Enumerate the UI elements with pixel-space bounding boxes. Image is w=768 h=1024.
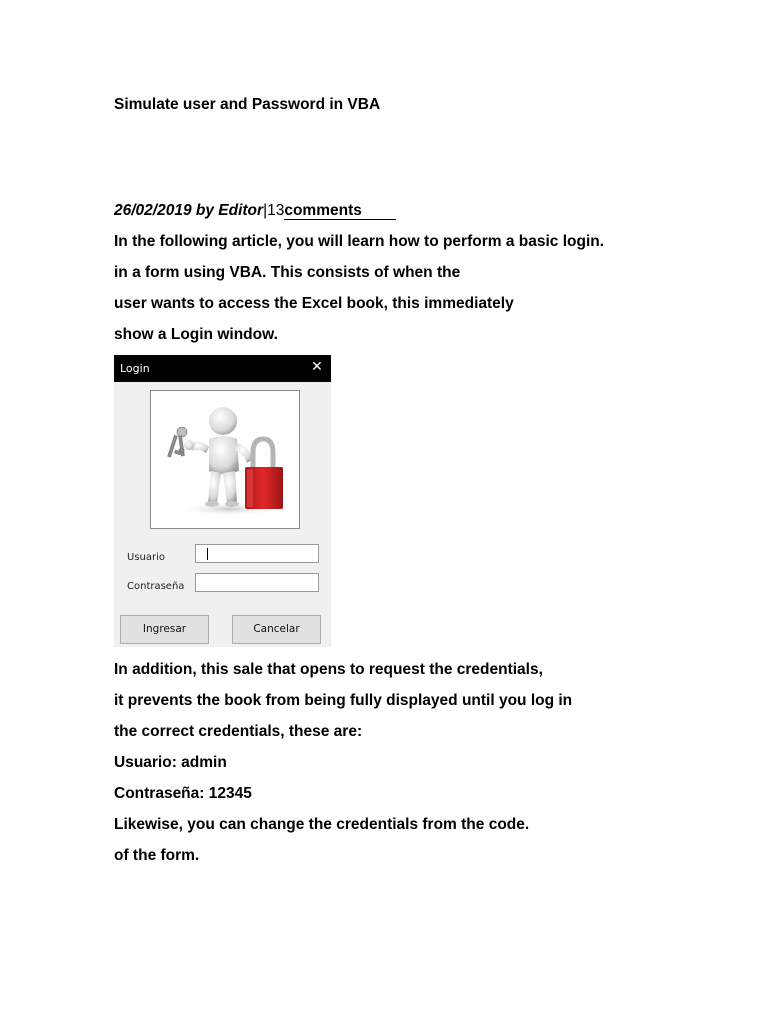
- text-caret: [207, 548, 208, 560]
- login-submit-button[interactable]: Ingresar: [120, 615, 209, 644]
- username-field[interactable]: [195, 544, 319, 563]
- byline: [114, 203, 396, 220]
- credential-username: Usuario: admin: [114, 754, 227, 771]
- login-titlebar: [114, 355, 331, 382]
- close-icon[interactable]: ✕: [311, 359, 323, 375]
- user-with-keys-and-padlock-icon: [150, 390, 300, 529]
- password-label: Contraseña: [127, 581, 185, 592]
- intro-line: user wants to access the Excel book, this immediately: [114, 295, 514, 312]
- intro-line: show a Login window.: [114, 326, 278, 343]
- login-cancel-button[interactable]: Cancelar: [232, 615, 321, 644]
- login-dialog-screenshot: [114, 355, 331, 647]
- login-title: Login: [120, 362, 150, 375]
- page-title: Simulate user and Password in VBA: [114, 96, 381, 113]
- comment-count: 13: [267, 202, 285, 219]
- credential-password: Contraseña: 12345: [114, 785, 252, 802]
- intro-line: In the following article, you will learn how to perform a basic login.: [114, 233, 605, 250]
- body-line: the correct credentials, these are:: [114, 723, 363, 740]
- byline-separator: |: [263, 202, 268, 219]
- password-field[interactable]: [195, 573, 319, 592]
- body-line: it prevents the book from being fully displayed until you log in: [114, 692, 573, 709]
- body-line: Likewise, you can change the credentials from the code.: [114, 816, 530, 833]
- intro-line: in a form using VBA. This consists of when the: [114, 264, 461, 281]
- username-label: Usuario: [127, 552, 166, 563]
- comments-link[interactable]: comments: [284, 203, 396, 220]
- body-line: of the form.: [114, 847, 200, 864]
- body-line: In addition, this sale that opens to request the credentials,: [114, 661, 543, 678]
- byline-date-author[interactable]: 26/02/2019 by Editor: [114, 202, 264, 219]
